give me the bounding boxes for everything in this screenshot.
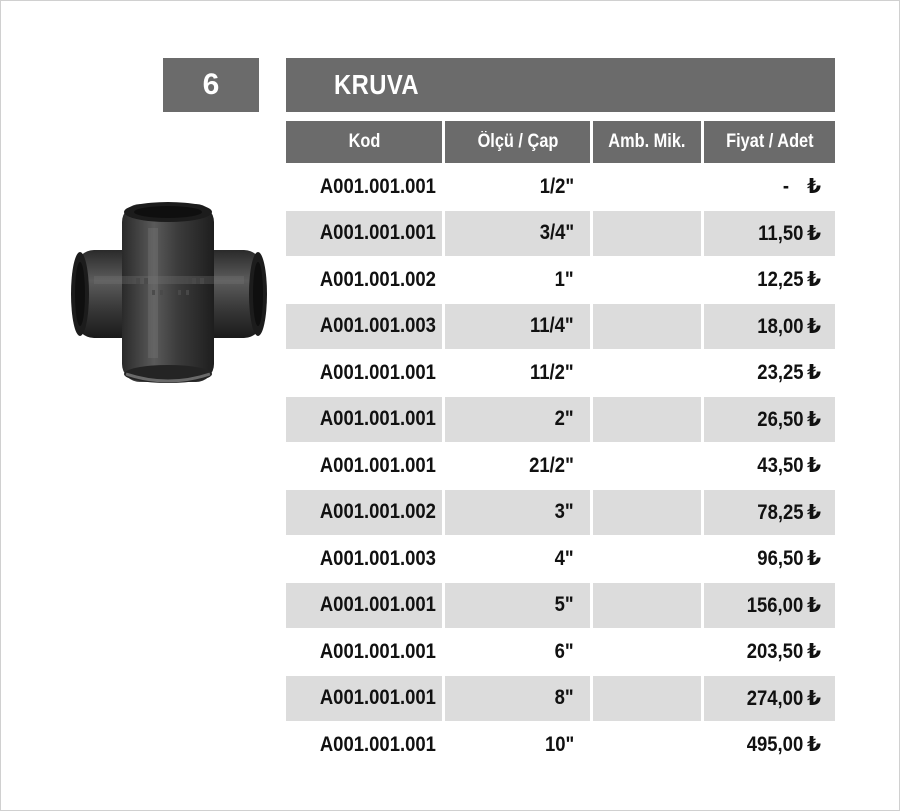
table-row [286,163,835,210]
cell-olcu: 5" [445,582,593,629]
cell-olcu: 21/2" [445,442,593,489]
header-kod: Kod [286,121,445,163]
cell-kod: A001.001.001 [286,582,445,629]
table-header-row [286,121,835,163]
cell-fiyat: 43,50 ₺ [704,442,835,489]
frame-border-top [0,0,900,1]
cell-kod: A001.001.002 [286,489,445,536]
table-row [286,721,835,768]
table-row [286,489,835,536]
table-row [286,396,835,443]
frame-border-left [0,0,1,811]
cell-amb [593,489,704,536]
cell-amb [593,535,704,582]
cell-fiyat: 203,50 ₺ [704,628,835,675]
table-row [286,675,835,722]
cell-olcu: 3/4" [445,210,593,257]
cell-amb [593,675,704,722]
cell-fiyat: 495,00 ₺ [704,721,835,768]
cell-kod: A001.001.003 [286,535,445,582]
cell-fiyat: 11,50 ₺ [704,210,835,257]
cell-amb [593,582,704,629]
cell-fiyat: 18,00 ₺ [704,303,835,350]
cell-amb [593,210,704,257]
section-number: 6 [163,58,259,112]
table-row [286,256,835,303]
cell-kod: A001.001.002 [286,256,445,303]
cell-kod: A001.001.001 [286,675,445,722]
cell-olcu: 1/2" [445,163,593,210]
cell-amb [593,628,704,675]
cell-amb [593,349,704,396]
cell-fiyat: 96,50 ₺ [704,535,835,582]
table-row [286,628,835,675]
cell-olcu: 8" [445,675,593,722]
price-table [286,121,835,768]
cell-amb [593,721,704,768]
cell-fiyat: 23,25 ₺ [704,349,835,396]
cell-amb [593,442,704,489]
cell-kod: A001.001.001 [286,163,445,210]
table-row [286,303,835,350]
cell-kod: A001.001.001 [286,349,445,396]
table-row [286,582,835,629]
cell-amb [593,256,704,303]
cross-fitting-image [66,198,272,388]
table-row [286,349,835,396]
cell-kod: A001.001.001 [286,442,445,489]
cell-olcu: 1" [445,256,593,303]
table-row [286,535,835,582]
section-title: KRUVA [334,69,419,100]
header-olcu: Ölçü / Çap [445,121,593,163]
cell-fiyat: 274,00 ₺ [704,675,835,722]
cell-amb [593,163,704,210]
cell-fiyat: 12,25 ₺ [704,256,835,303]
section-title-bar [286,58,835,112]
cell-olcu: 11/4" [445,303,593,350]
cell-amb [593,303,704,350]
cell-olcu: 4" [445,535,593,582]
header-amb: Amb. Mik. [593,121,704,163]
cell-kod: A001.001.001 [286,628,445,675]
cell-olcu: 3" [445,489,593,536]
cell-fiyat: 78,25 ₺ [704,489,835,536]
cell-kod: A001.001.001 [286,721,445,768]
cell-olcu: 6" [445,628,593,675]
cell-kod: A001.001.001 [286,396,445,443]
cell-kod: A001.001.001 [286,210,445,257]
cell-olcu: 2" [445,396,593,443]
table-row [286,442,835,489]
cell-amb [593,396,704,443]
cell-olcu: 10" [445,721,593,768]
cell-fiyat: - ₺ [704,163,835,210]
header-fiyat: Fiyat / Adet [704,121,835,163]
table-row [286,210,835,257]
cell-fiyat: 26,50 ₺ [704,396,835,443]
cell-kod: A001.001.003 [286,303,445,350]
cell-olcu: 11/2" [445,349,593,396]
cell-fiyat: 156,00 ₺ [704,582,835,629]
